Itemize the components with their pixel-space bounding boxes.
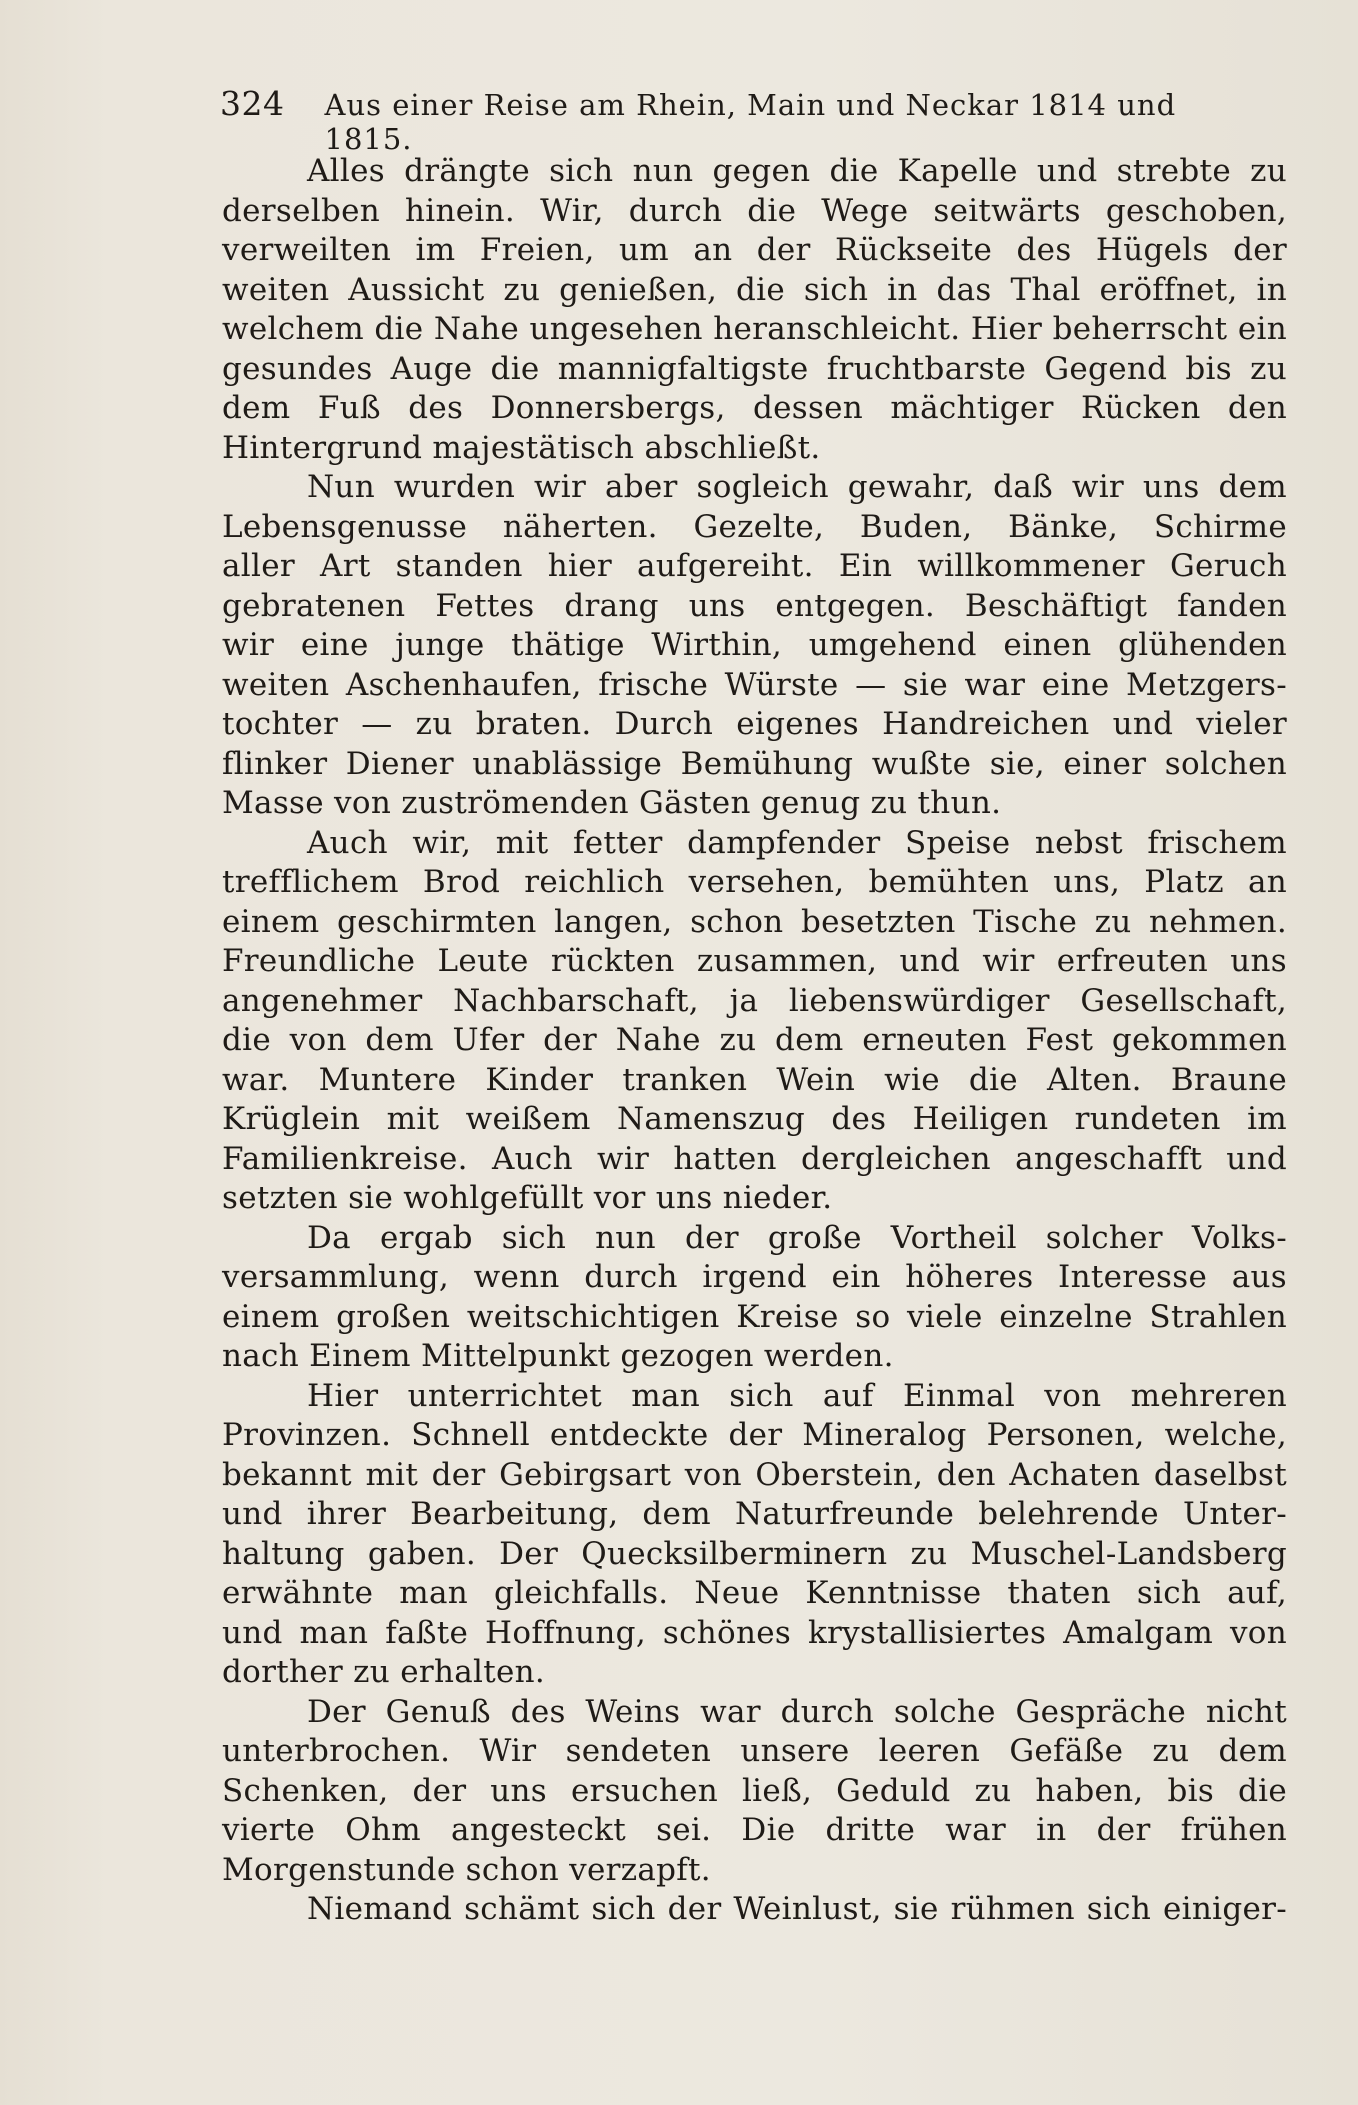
page-header (220, 84, 1220, 156)
page-number: 324 (220, 84, 285, 123)
text-line: gebratenen Fettes drang uns entgegen. Beschäftigt fanden (222, 587, 1287, 624)
text-line: vierte Ohm angesteckt sei. Die dritte war in der frühen (222, 1812, 1287, 1848)
text-line: erwähnte man gleichfalls. Neue Kenntnisse thaten sich auf, (222, 1575, 1287, 1611)
text-line: Nun wurden wir aber sogleich gewahr, daß wir uns dem (307, 469, 1287, 505)
text-line: weiten Aussicht zu genießen, die sich in das Thal eröffnet, in (222, 271, 1287, 308)
text-line: Auch wir, mit fetter dampfender Speise nebst frischem (307, 824, 1287, 861)
text-line: verweilten im Freien, um an der Rückseite des Hügels der (222, 232, 1287, 268)
text-line: Hintergrund majestätisch abschließt. (222, 429, 821, 466)
text-line: unterbrochen. Wir sendeten unsere leeren Gefäße zu dem (222, 1733, 1287, 1769)
text-line: Hier unterrichtet man sich auf Einmal von mehreren (307, 1377, 1287, 1414)
text-line: und ihrer Bearbeitung, dem Naturfreunde belehrende Unter- (222, 1496, 1287, 1532)
text-line: gesundes Auge die mannigfaltigste fruchtbarste Gegend bis zu (222, 350, 1287, 387)
text-line: Lebensgenusse näherten. Gezelte, Buden, Bänke, Schirme (222, 508, 1287, 545)
text-line: und man faßte Hoffnung, schönes krystallisiertes Amalgam von (222, 1614, 1287, 1651)
text-line: aller Art standen hier aufgereiht. Ein willkommener Geruch (222, 548, 1287, 584)
text-line: Provinzen. Schnell entdeckte der Mineralog Personen, welche, (222, 1417, 1287, 1453)
text-line: Der Genuß des Weins war durch solche Gespräche nicht (307, 1693, 1287, 1730)
text-line: tochter — zu braten. Durch eigenes Handreichen und vieler (222, 706, 1287, 742)
text-line: bekannt mit der Gebirgsart von Oberstein, den Achaten daselbst (222, 1456, 1287, 1493)
text-line: Freundliche Leute rückten zusammen, und wir erfreuten uns (222, 943, 1287, 979)
text-line: weiten Aschenhaufen, frische Würste — sie war eine Metzgers- (222, 666, 1287, 703)
text-line: Schenken, der uns ersuchen ließ, Geduld zu haben, bis die (222, 1772, 1287, 1809)
text-line: einem großen weitschichtigen Kreise so viele einzelne Strahlen (222, 1298, 1287, 1335)
text-line: Familienkreise. Auch wir hatten dergleichen angeschafft und (222, 1140, 1287, 1177)
text-line: trefflichem Brod reichlich versehen, bemühten uns, Platz an (222, 864, 1287, 900)
text-line: Morgenstunde schon verzapft. (222, 1851, 711, 1888)
text-line: war. Muntere Kinder tranken Wein wie die Alten. Braune (222, 1061, 1287, 1098)
text-line: Alles drängte sich nun gegen die Kapelle und strebte zu (307, 153, 1287, 189)
text-line: angenehmer Nachbarschaft, ja liebenswürdiger Gesellschaft, (222, 982, 1287, 1019)
text-line: dorther zu erhalten. (222, 1654, 546, 1690)
running-head: Aus einer Reise am Rhein, Main und Neckar 1814 und 1815. (324, 88, 1177, 156)
text-line: nach Einem Mittelpunkt gezogen werden. (222, 1338, 894, 1374)
text-line: Niemand schämt sich der Weinlust, sie rühmen sich einiger- (307, 1891, 1287, 1927)
text-line: dem Fuß des Donnersbergs, dessen mächtiger Rücken den (222, 390, 1287, 426)
text-line: setzten sie wohlgefüllt vor uns nieder. (222, 1180, 833, 1216)
text-line: die von dem Ufer der Nahe zu dem erneuten Fest gekommen (222, 1022, 1287, 1058)
text-line: flinker Diener unablässige Bemühung wußte sie, einer solchen (222, 745, 1287, 782)
text-line: einem geschirmten langen, schon besetzten Tische zu nehmen. (222, 903, 1287, 940)
text-line: haltung gaben. Der Quecksilberminern zu Muschel-Landsberg (222, 1535, 1287, 1572)
text-line: derselben hinein. Wir, durch die Wege seitwärts geschoben, (222, 192, 1287, 229)
text-line: versammlung, wenn durch irgend ein höheres Interesse aus (222, 1259, 1287, 1295)
text-line: Masse von zuströmenden Gästen genug zu thun. (222, 785, 1002, 821)
text-line: Krüglein mit weißem Namenszug des Heiligen rundeten im (222, 1101, 1287, 1137)
text-line: welchem die Nahe ungesehen heranschleicht. Hier beherrscht ein (222, 311, 1287, 347)
text-line: Da ergab sich nun der große Vortheil solcher Volks- (307, 1219, 1287, 1256)
text-line: wir eine junge thätige Wirthin, umgehend einen glühenden (222, 627, 1287, 663)
body-text (222, 152, 1287, 1930)
